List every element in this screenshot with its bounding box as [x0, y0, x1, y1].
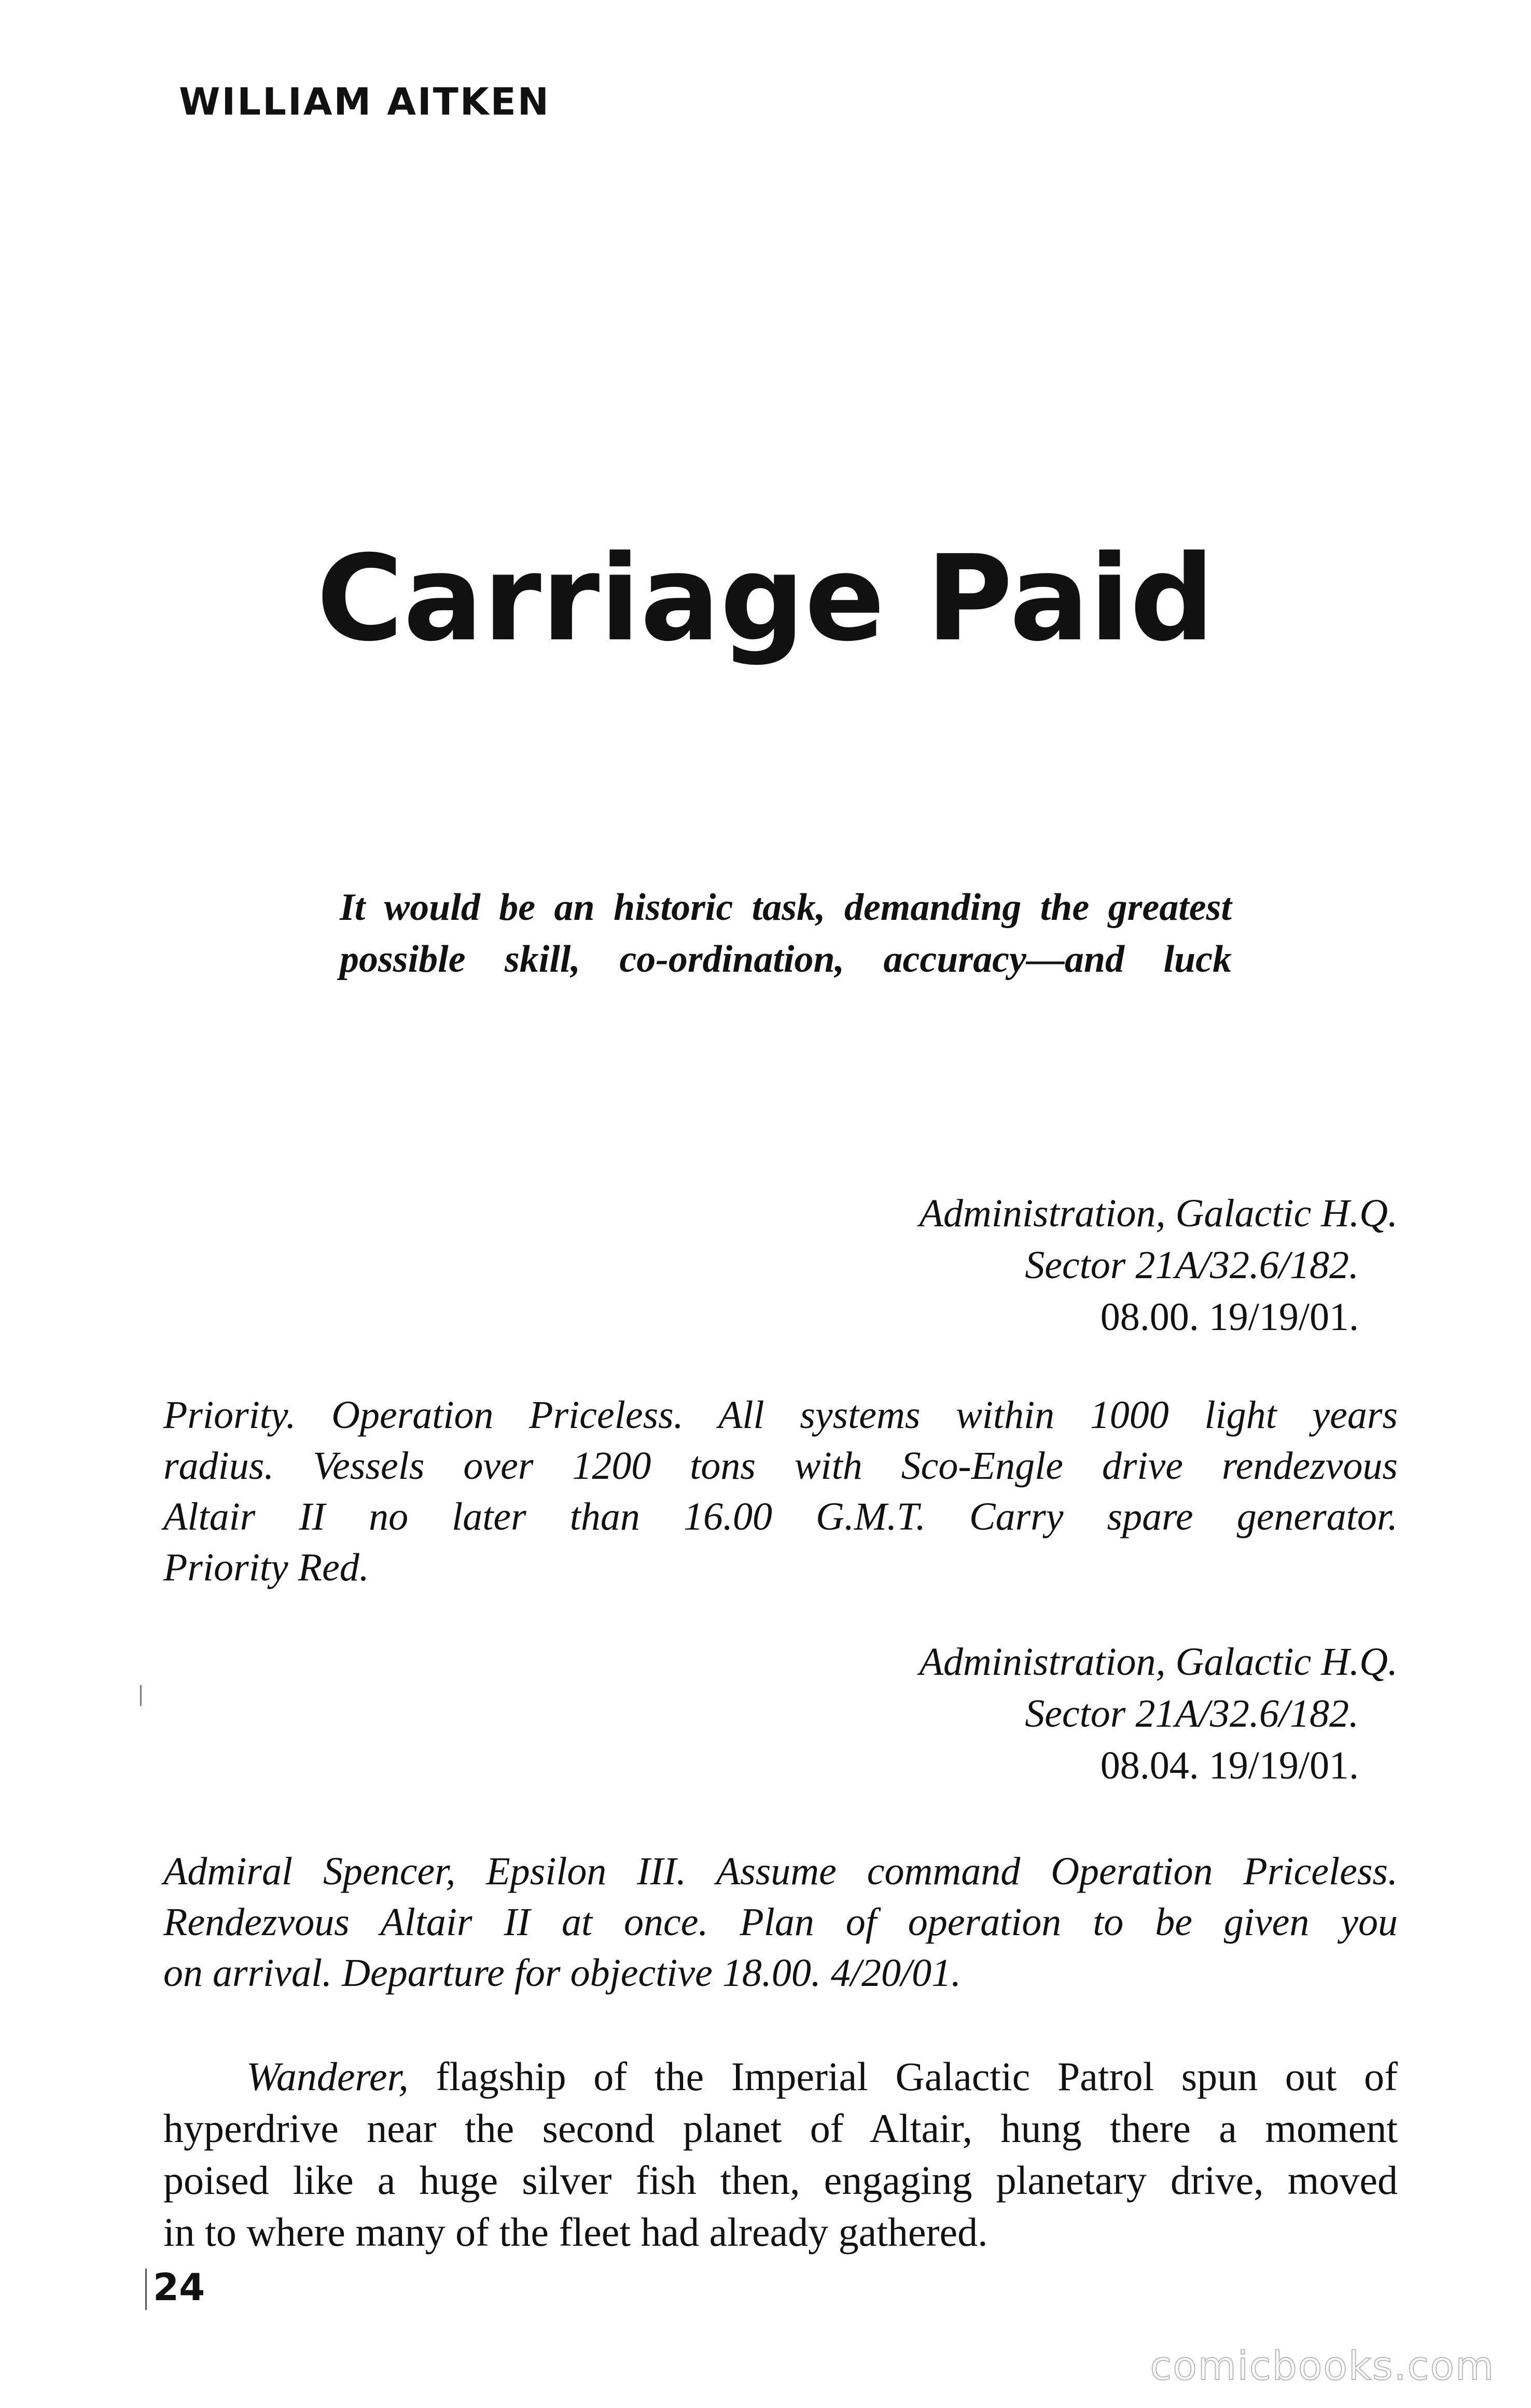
- dispatch-1-body: [163, 1390, 1398, 1593]
- narrative-line: [163, 2051, 1398, 2103]
- dispatch-2-sector: Sector 21A/32.6/182.: [1025, 1692, 1359, 1735]
- ship-name: Wanderer,: [246, 2054, 409, 2099]
- dispatch-2-header: [726, 1636, 1398, 1791]
- dispatch-2-line: Rendezvous Altair II at once. Plan of operation to be given you: [163, 1900, 1398, 1944]
- epigraph-line: possible skill, co-ordination, accuracy—and luck: [340, 938, 1232, 981]
- author-name: WILLIAM AITKEN: [179, 80, 551, 123]
- epigraph: [340, 881, 1232, 985]
- dispatch-2-line: on arrival. Departure for objective 18.00. 4/20/01.: [163, 1951, 962, 1995]
- page-number: 24: [153, 2265, 205, 2309]
- dispatch-2-origin: Administration, Galactic H.Q.: [919, 1640, 1398, 1684]
- narrative-paragraph: [163, 2051, 1398, 2258]
- dispatch-1-line: Altair II no later than 16.00 G.M.T. Carry spare generator.: [163, 1495, 1398, 1538]
- narrative-line-1-text: flagship of the Imperial Galactic Patrol spun out of: [408, 2054, 1398, 2099]
- dispatch-1-timestamp: 08.00. 19/19/01.: [1100, 1295, 1359, 1339]
- dispatch-2-line: Admiral Spencer, Epsilon III. Assume command Operation Priceless.: [163, 1850, 1398, 1893]
- folio-rule: [145, 2269, 147, 2310]
- dispatch-1-line: Priority Red.: [163, 1546, 369, 1589]
- margin-mark: [140, 1685, 142, 1706]
- dispatch-1-header: [726, 1187, 1398, 1343]
- watermark: comicbooks.com: [1150, 2343, 1495, 2389]
- dispatch-2-timestamp: 08.04. 19/19/01.: [1100, 1744, 1359, 1787]
- dispatch-1-line: radius. Vessels over 1200 tons with Sco-Engle drive rendezvous: [163, 1444, 1398, 1488]
- dispatch-1-sector: Sector 21A/32.6/182.: [1025, 1243, 1359, 1287]
- story-title: Carriage Paid: [316, 529, 1215, 667]
- dispatch-1-line: Priority. Operation Priceless. All systems within 1000 light years: [163, 1393, 1398, 1437]
- dispatch-1-origin: Administration, Galactic H.Q.: [919, 1192, 1398, 1235]
- dispatch-2-body: [163, 1846, 1398, 1998]
- narrative-line: poised like a huge silver fish then, engaging planetary drive, moved: [163, 2158, 1398, 2203]
- narrative-line: hyperdrive near the second planet of Altair, hung there a moment: [163, 2106, 1398, 2151]
- narrative-line: in to where many of the fleet had already gathered.: [163, 2209, 988, 2255]
- epigraph-line: It would be an historic task, demanding the greatest: [340, 886, 1232, 929]
